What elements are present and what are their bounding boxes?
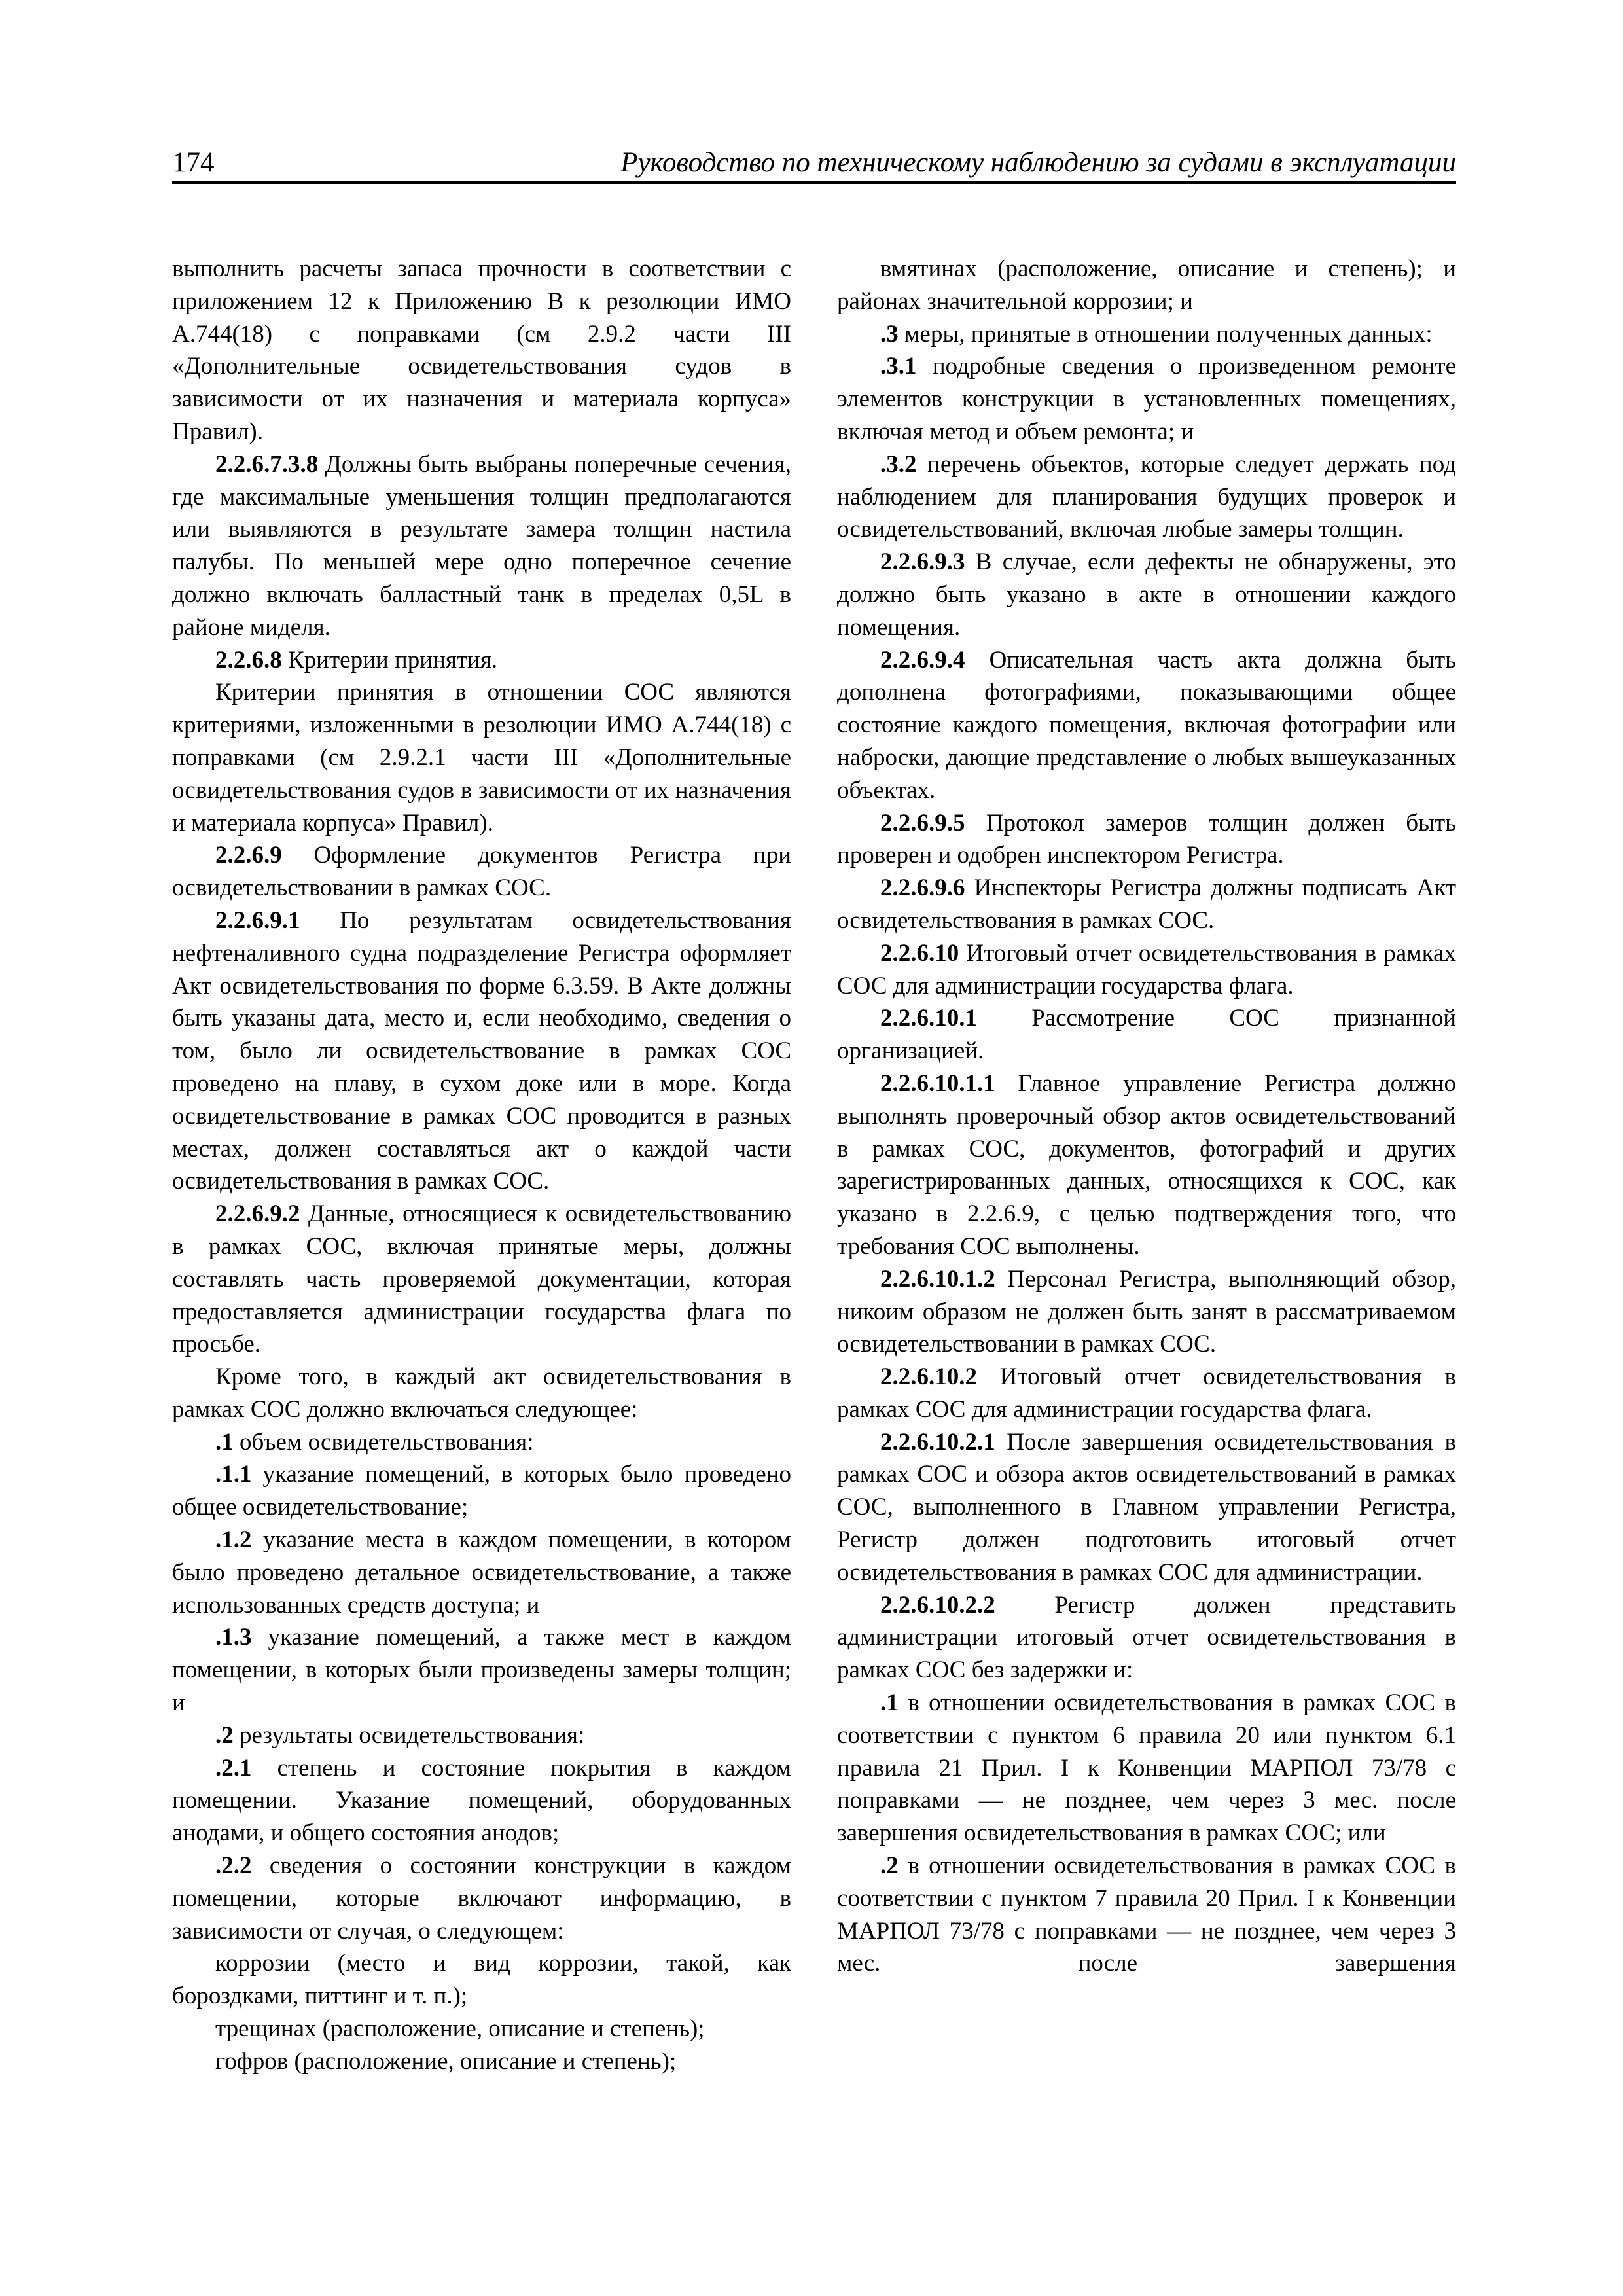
paragraph: трещинах (расположение, описание и степень); xyxy=(215,2015,705,2043)
paragraph: Критерии принятия в отношении СОС являются критериями, изложенными в резолюции ИМО А.744(18) с поправками (см 2.9.2.1 части III «Дополнительные освидетельствования судов в зависимости от их назначения и материала корпуса» Правил). xyxy=(172,679,791,836)
paragraph: 2.2.6.10 Итоговый отчет освидетельствования в рамках СОС для администрации государства флага. xyxy=(837,939,1456,999)
running-title: Руководство по техническому наблюдению за судами в эксплуатации xyxy=(620,147,1456,178)
paragraph: 2.2.6.7.3.8 Должны быть выбраны поперечные сечения, где максимальные уменьшения толщин предполагаются или выявляются в результате замера толщин настила палубы. По меньшей мере одно поперечное сечение должно включать балластный танк в пределах 0,5L в районе миделя. xyxy=(172,450,791,641)
paragraph: .1 объем освидетельствования: xyxy=(215,1428,534,1456)
paragraph: 2.2.6.10.1 Рассмотрение СОС признанной организацией. xyxy=(837,1005,1456,1065)
paragraph: коррозии (место и вид коррозии, такой, как бороздками, питтинг и т. п.); xyxy=(172,1950,791,2010)
paragraph: вмятинах (расположение, описание и степень); и районах значительной коррозии; и xyxy=(837,255,1456,315)
paragraph: .3.1 подробные сведения о произведенном ремонте элементов конструкции в установленных помещениях, включая метод и объем ремонта; и xyxy=(837,353,1456,445)
paragraph: 2.2.6.9.3 В случае, если дефекты не обнаружены, это должно быть указано в акте в отношении каждого помещения. xyxy=(837,548,1456,641)
paragraph: .1.1 указание помещений, в которых было проведено общее освидетельствование; xyxy=(172,1461,791,1521)
header-divider xyxy=(172,181,1456,184)
paragraph: 2.2.6.9.5 Протокол замеров толщин должен быть проверен и одобрен инспектором Регистра. xyxy=(837,809,1456,869)
paragraph: 2.2.6.9.1 По результатам освидетельствования нефтеналивного судна подразделение Регистра оформляет Акт освидетельствования по форме 6.3.59. В Акте должны быть указаны дата, место и, если необходимо, сведения о том, было ли освидетельствование в рамках СОС проведено на плаву, в сухом доке или в море. Когда освидетельствование в рамках СОС проводится в разных местах, должен составляться акт о каждой части освидетельствования в рамках СОС. xyxy=(172,906,791,1195)
page-number: 174 xyxy=(172,147,215,178)
paragraph: .2.1 степень и состояние покрытия в каждом помещении. Указание помещений, оборудованных анодами, и общего состояния анодов; xyxy=(172,1754,791,1847)
paragraph: .3.2 перечень объектов, которые следует держать под наблюдением для планирования будущих проверок и освидетельствований, включая любые замеры толщин. xyxy=(837,450,1456,543)
paragraph: .3 меры, принятые в отношении полученных данных: xyxy=(880,320,1433,348)
left-column xyxy=(172,253,791,2078)
paragraph: 2.2.6.10.2.1 После завершения освидетельствования в рамках СОС и обзора актов освидетельствований в рамках СОС, выполненного в Главном управлении Регистра, Регистр должен подготовить итоговый отчет освидетельствования в рамках СОС для администрации. xyxy=(837,1428,1456,1586)
paragraph: 2.2.6.10.1.1 Главное управление Регистра должно выполнять проверочный обзор актов освидетельствований в рамках СОС, документов, фотографий и других зарегистрированных данных, относящихся к СОС, как указано в 2.2.6.9, с целью подтверждения того, что требования СОС выполнены. xyxy=(837,1069,1456,1260)
paragraph: Кроме того, в каждый акт освидетельствования в рамках СОС должно включаться следующее: xyxy=(172,1363,791,1423)
right-column xyxy=(837,253,1456,1980)
paragraph: .1.3 указание помещений, а также мест в каждом помещении, в которых были произведены замеры толщин; и xyxy=(172,1624,791,1717)
paragraph: 2.2.6.10.2 Итоговый отчет освидетельствования в рамках СОС для администрации государства флага. xyxy=(837,1363,1456,1423)
paragraph: .1 в отношении освидетельствования в рамках СОС в соответствии с пунктом 6 правила 20 или пунктом 6.1 правила 21 Прил. I к Конвенции МАРПОЛ 73/78 с поправками — не позднее, чем через 3 мес. после завершения освидетельствования в рамках СОС; или xyxy=(837,1689,1456,1847)
paragraph: .1.2 указание места в каждом помещении, в котором было проведено детальное освидетельствование, а также использованных средств доступа; и xyxy=(172,1526,791,1619)
paragraph: .2 результаты освидетельствования: xyxy=(215,1721,585,1749)
paragraph: 2.2.6.9.2 Данные, относящиеся к освидетельствованию в рамках СОС, включая принятые меры, должны составлять часть проверяемой документации, которая предоставляется администрации государства флага по просьбе. xyxy=(172,1200,791,1358)
paragraph: .2.2 сведения о состоянии конструкции в каждом помещении, которые включают информацию, в зависимости от случая, о следующем: xyxy=(172,1852,791,1945)
paragraph: 2.2.6.10.1.2 Персонал Регистра, выполняющий обзор, никоим образом не должен быть занят в рассматриваемом освидетельствовании в рамках СОС. xyxy=(837,1265,1456,1358)
paragraph: 2.2.6.10.2.2 Регистр должен представить администрации итоговый отчет освидетельствования в рамках СОС без задержки и: xyxy=(837,1591,1456,1684)
paragraph: 2.2.6.8 Критерии принятия. xyxy=(215,646,498,673)
paragraph: выполнить расчеты запаса прочности в соответствии с приложением 12 к Приложению В к резолюции ИМО А.744(18) с поправками (см 2.9.2 части III «Дополнительные освидетельствования судов в зависимости от их назначения и материала корпуса» Правил). xyxy=(172,255,791,445)
paragraph: 2.2.6.9.6 Инспекторы Регистра должны подписать Акт освидетельствования в рамках СОС. xyxy=(837,874,1456,934)
paragraph: .2 в отношении освидетельствования в рамках СОС в соответствии с пунктом 7 правила 20 Прил. I к Конвенции МАРПОЛ 73/78 с поправками — не позднее, чем через 3 мес. после завершения xyxy=(837,1852,1456,1977)
paragraph: гофров (расположение, описание и степень); xyxy=(215,2047,677,2075)
paragraph: 2.2.6.9 Оформление документов Регистра при освидетельствовании в рамках СОС. xyxy=(172,842,791,902)
paragraph: 2.2.6.9.4 Описательная часть акта должна быть дополнена фотографиями, показывающими общее состояние каждого помещения, включая фотографии или наброски, дающие представление о любых вышеуказанных объектах. xyxy=(837,646,1456,804)
page-header xyxy=(172,143,1456,183)
